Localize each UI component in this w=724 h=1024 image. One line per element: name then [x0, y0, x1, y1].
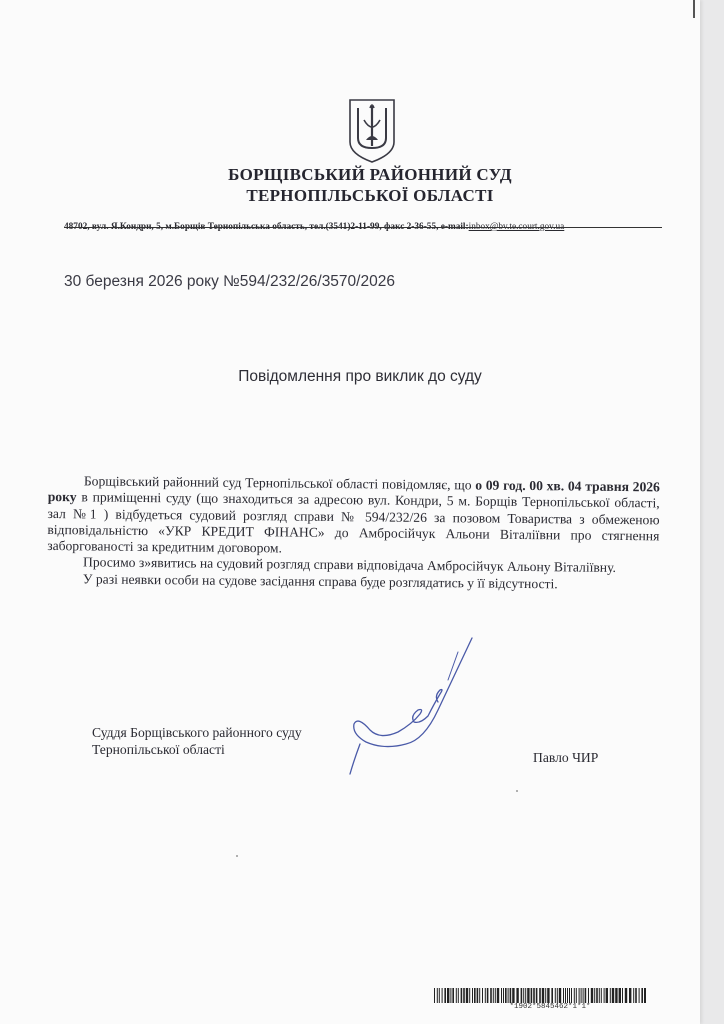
barcode-bar: [458, 988, 459, 1003]
barcode-bar: [551, 988, 553, 1003]
barcode-bar: [610, 988, 611, 1003]
court-name-line1: БОРЩІВСЬКИЙ РАЙОННИЙ СУД: [228, 165, 512, 184]
trident-emblem-icon: [344, 96, 400, 164]
barcode-bar: [622, 988, 623, 1003]
barcode-bar: [545, 988, 546, 1003]
barcode-bar: [644, 988, 646, 1003]
notice-body: [47, 473, 660, 593]
barcode-bar: [452, 988, 454, 1003]
barcode-bar: [503, 988, 504, 1003]
scan-speck: [516, 790, 518, 792]
scan-edge-mark: [693, 0, 695, 18]
barcode-bar: [521, 988, 523, 1003]
barcode-bar: [450, 988, 451, 1003]
barcode-bar: [482, 988, 483, 1003]
court-address: 48702, вул. Я.Кондри, 5, м.Борщів Тернопільська область, тел.(3541)2-11-99, факс 2-36-55, e-mail:: [64, 222, 469, 232]
barcode-bar: [615, 988, 617, 1003]
barcode-bar: [525, 988, 526, 1003]
barcode-bar: [594, 988, 595, 1003]
barcode-bar: [531, 988, 533, 1003]
barcode-bar: [612, 988, 614, 1003]
barcode-bar: [485, 988, 486, 1003]
barcode-bar: [447, 988, 449, 1003]
barcode-bar: [523, 988, 524, 1003]
barcode-bar: [604, 988, 605, 1003]
barcode-bar: [493, 988, 494, 1003]
barcode-bar: [563, 988, 564, 1003]
barcode-bar: [557, 988, 558, 1003]
judge-name: Павло ЧИР: [533, 750, 599, 765]
barcode-bar: [510, 988, 512, 1003]
barcode-bar: [527, 988, 529, 1003]
barcode-bar: [599, 988, 600, 1003]
barcode-bar: [477, 988, 479, 1003]
barcode-bar: [479, 988, 480, 1003]
date-and-reference: 30 березня 2026 року №594/232/26/3570/2026: [64, 273, 395, 290]
court-name-line2: ТЕРНОПІЛЬСЬКОЇ ОБЛАСТІ: [246, 186, 494, 205]
court-email: inbox@bv.te.court.gov.ua: [468, 222, 565, 232]
court-name: [180, 164, 560, 206]
barcode-bar: [596, 988, 598, 1003]
document-barcode: [434, 988, 646, 1003]
barcode-bar: [508, 988, 509, 1003]
barcode-bar: [516, 988, 518, 1003]
barcode-bar: [490, 988, 492, 1003]
barcode-bar: [591, 988, 593, 1003]
barcode-bar: [472, 988, 473, 1003]
barcode-bar: [579, 988, 580, 1003]
barcode-bar: [585, 988, 587, 1003]
barcode-bar: [576, 988, 577, 1003]
barcode-bar: [633, 988, 634, 1003]
barcode-bar: [547, 988, 549, 1003]
barcode-bar: [625, 988, 627, 1003]
barcode-bar: [444, 988, 446, 1003]
barcode-bar: [439, 988, 440, 1003]
barcode-bar: [565, 988, 566, 1003]
barcode-bar: [437, 988, 438, 1003]
notice-paragraph-1: Борщівський районний суд Тернопільської області повідомляє, що о 09 год. 00 хв. 04 травня 2026 року в приміщенні суду (що знаходиться за адресою вул. Кондри, 5 м. Борщів Тернопільської області, зал №1 ) відбудеться судовий розгляд справи № 594/232/26 за позовом Товариства з обмеженою відповідальністю «УКР КРЕДИТ ФІНАНС» до Амбросійчук Альони Віталіївни про стягнення заборгованості за кредитним договором.: [47, 473, 660, 556]
barcode-bar: [569, 988, 570, 1003]
barcode-bar: [442, 988, 443, 1003]
barcode-bar: [601, 988, 602, 1003]
barcode-bar: [466, 988, 468, 1003]
barcode-bar: [641, 988, 643, 1003]
barcode-bar: [539, 988, 541, 1003]
barcode-bar: [559, 988, 561, 1003]
barcode-bar: [533, 988, 535, 1003]
barcode-number: *1902*5845462*1*1*: [509, 1003, 591, 1011]
barcode-bar: [635, 988, 637, 1003]
barcode-bar: [456, 988, 457, 1003]
barcode-bar: [501, 988, 502, 1003]
barcode-bar: [588, 988, 589, 1003]
barcode-bar: [474, 988, 476, 1003]
barcode-bar: [629, 988, 631, 1003]
barcode-bar: [606, 988, 608, 1003]
barcode-bar: [536, 988, 538, 1003]
barcode-bar: [497, 988, 499, 1003]
notice-paragraph-3: У разі неявки особи на судове засідання справа буде розглядатись у її відсутності.: [82, 571, 558, 592]
document-title: Повідомлення про виклик до суду: [238, 368, 482, 385]
barcode-bar: [567, 988, 568, 1003]
barcode-bar: [555, 988, 556, 1003]
barcode-bar: [495, 988, 496, 1003]
barcode-bar: [571, 988, 572, 1003]
barcode-bar: [619, 988, 621, 1003]
notice-paragraph-2: Просимо з»явитись на судовий розгляд справи відповідача Амбросійчук Альону Віталіївну.: [82, 554, 617, 576]
judge-title: Суддя Борщівського районного суду Тернопільської області: [92, 725, 302, 757]
barcode-bar: [583, 988, 584, 1003]
barcode-bar: [434, 988, 435, 1003]
hearing-datetime: о 09 год. 00 хв. 04 травня 2026 року: [47, 477, 660, 505]
header-rule: [64, 227, 662, 228]
handwritten-signature: [340, 632, 490, 782]
barcode-bar: [581, 988, 582, 1003]
barcode-bar: [461, 988, 463, 1003]
scan-speck: [236, 855, 238, 857]
barcode-bar: [542, 988, 544, 1003]
barcode-bar: [639, 988, 640, 1003]
barcode-bar: [574, 988, 575, 1003]
barcode-bar: [487, 988, 489, 1003]
barcode-bar: [463, 988, 465, 1003]
barcode-bar: [512, 988, 514, 1003]
barcode-bar: [469, 988, 470, 1003]
barcode-bar: [505, 988, 507, 1003]
